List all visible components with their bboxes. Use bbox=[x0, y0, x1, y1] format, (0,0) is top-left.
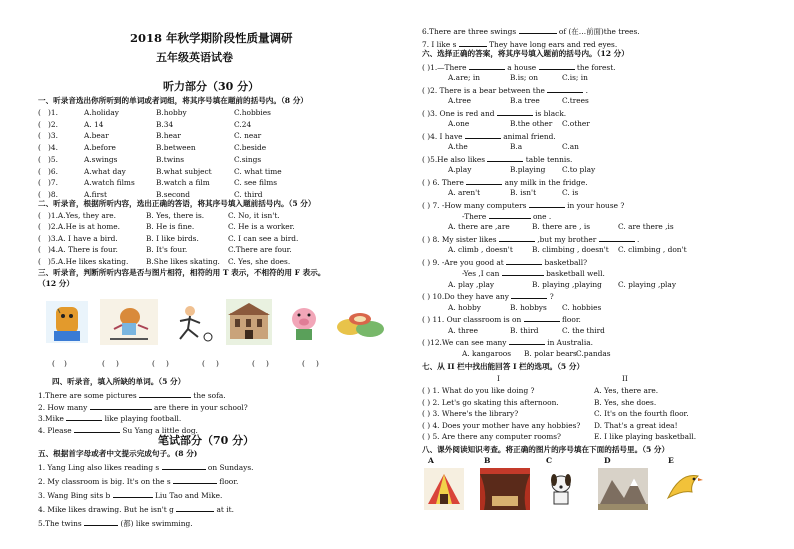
section-1-cell: A.holiday bbox=[84, 108, 119, 117]
section-6-question bbox=[422, 85, 588, 95]
section-1-cell: C. near bbox=[234, 131, 262, 141]
section-8-instruction: 八、课外阅读知识考查。将正确的图片的序号填在下面的括号里。（5 分） bbox=[422, 445, 670, 454]
section-6-option: C. playing ,play bbox=[618, 279, 676, 289]
section-6-option: B.playing bbox=[510, 165, 546, 175]
section-6-option: C.is; in bbox=[562, 73, 588, 83]
section-5-line bbox=[422, 39, 617, 49]
section-5-line bbox=[38, 462, 254, 472]
section-1-cell: )2. bbox=[48, 119, 58, 129]
line-text: . bbox=[637, 235, 640, 245]
section-1-cell: A.swings bbox=[84, 154, 118, 164]
section-2-cell: C. Yes, she does. bbox=[228, 256, 291, 266]
section-4-line bbox=[38, 402, 248, 412]
answer-blank[interactable] bbox=[176, 504, 214, 512]
section-8-letter: C bbox=[546, 456, 553, 465]
section-2-cell: )2.A.He is at home. bbox=[48, 222, 120, 232]
line-text: 3.Mike bbox=[38, 414, 64, 423]
section-1-cell: A.watch films bbox=[84, 178, 135, 188]
line-text: a house bbox=[507, 63, 537, 72]
line-text: 4. Please bbox=[38, 425, 72, 435]
section-6-option: A. there are ,are bbox=[448, 222, 510, 232]
answer-blank[interactable] bbox=[499, 234, 535, 242]
section-6-question bbox=[422, 314, 581, 324]
section-2-cell: ( bbox=[38, 245, 41, 255]
section-2-cell: B. It's four. bbox=[146, 245, 188, 255]
line-text: ( )4. I have bbox=[422, 132, 463, 141]
section-6-question bbox=[422, 337, 593, 347]
section-2-cell: C. He is a worker. bbox=[228, 222, 295, 232]
section-1-cell: A.bear bbox=[84, 131, 109, 141]
section-6-question bbox=[422, 257, 587, 267]
section-7-left-item: ( ) 3. Where's the library? bbox=[422, 409, 519, 419]
answer-blank[interactable] bbox=[74, 425, 120, 433]
section-6-option: A. three bbox=[448, 325, 479, 335]
answer-blank[interactable] bbox=[139, 390, 191, 398]
section-6-option: C. are there ,is bbox=[618, 222, 674, 232]
answer-blank[interactable] bbox=[497, 108, 533, 116]
line-text: like playing football. bbox=[104, 414, 182, 423]
answer-blank[interactable] bbox=[539, 62, 575, 70]
section-4-line bbox=[38, 390, 226, 400]
section-1-cell: C.hobbies bbox=[234, 108, 271, 117]
section-1-cell: ( bbox=[38, 143, 41, 153]
line-text: Liu Tao and Mike. bbox=[154, 491, 223, 500]
section-8-letter: D bbox=[604, 456, 611, 465]
answer-paren: ( bbox=[152, 359, 155, 368]
line-text: on Sundays. bbox=[207, 463, 254, 472]
section-6-option: A. kangaroos bbox=[462, 348, 512, 358]
section-8-letter: B bbox=[484, 456, 491, 465]
answer-blank[interactable] bbox=[519, 26, 557, 34]
line-text: ( ) 8. My sister likes bbox=[422, 235, 497, 245]
section-1-cell: B.what subject bbox=[156, 166, 212, 176]
line-text: . bbox=[585, 86, 588, 95]
answer-paren: ) bbox=[216, 359, 219, 368]
section-1-cell: B.hear bbox=[156, 131, 181, 141]
section-7-right-item: B. Yes, she does. bbox=[594, 397, 657, 407]
answer-blank[interactable] bbox=[466, 177, 502, 185]
section-2-cell: C. No, it isn't. bbox=[228, 211, 280, 220]
section-2-cell: )1.A.Yes, they are. bbox=[48, 211, 117, 220]
picture-mountain-landscape bbox=[598, 468, 648, 510]
line-text: at it. bbox=[216, 505, 234, 514]
section-7-left-item: ( ) 2. Let's go skating this afternoon. bbox=[422, 397, 559, 407]
line-text: the forest. bbox=[576, 63, 616, 72]
section-6-question bbox=[422, 291, 554, 301]
answer-blank[interactable] bbox=[509, 337, 545, 345]
section-2-cell: B. Yes, there is. bbox=[146, 211, 205, 220]
line-text: 2. How many bbox=[38, 402, 88, 412]
answer-blank[interactable] bbox=[173, 476, 217, 484]
listening-heading: 听力部分（30 分） bbox=[163, 80, 260, 93]
answer-blank[interactable] bbox=[599, 234, 635, 242]
line-text: 2. My classroom is big. It's on the s bbox=[38, 477, 171, 486]
section-3-instruction: 三、听录音，判断所听内容是否与图片相符，相符的用 T 表示，不相符的用 F 表示。 bbox=[38, 268, 326, 277]
answer-blank[interactable] bbox=[502, 268, 544, 276]
picture-pig-cartoon bbox=[286, 301, 322, 343]
section-6-question bbox=[422, 177, 588, 187]
answer-blank[interactable] bbox=[113, 490, 153, 498]
section-1-cell: A.what day bbox=[84, 166, 126, 176]
line-text: Su Yang a little dog. bbox=[122, 425, 198, 435]
section-1-cell: A.before bbox=[84, 143, 116, 153]
section-2-cell: ( bbox=[38, 233, 41, 243]
section-6-option: A.one bbox=[448, 119, 470, 129]
section-4-line bbox=[38, 413, 181, 423]
picture-yellow-bird bbox=[662, 468, 704, 510]
line-text: -Yes ,I can bbox=[462, 269, 500, 279]
section-6-option: B. hobbys bbox=[510, 302, 547, 312]
line-text: (都) like swimming. bbox=[120, 519, 193, 528]
section-6-option: A. play ,play bbox=[448, 279, 495, 289]
answer-blank[interactable] bbox=[529, 200, 565, 208]
line-text: 3. Wang Bing sits b bbox=[38, 491, 111, 500]
section-7-right-item: E. I like playing basketball. bbox=[594, 432, 697, 442]
section-7-instruction: 七、从 II 栏中找出能回答 I 栏的选项。（5 分） bbox=[422, 362, 585, 371]
section-1-cell: )3. bbox=[48, 131, 58, 141]
section-5-line bbox=[38, 490, 222, 500]
answer-blank[interactable] bbox=[547, 85, 583, 93]
section-6-option: A.tree bbox=[448, 96, 471, 106]
section-3-score: （12 分） bbox=[38, 279, 74, 288]
line-text: 6.There are three swings bbox=[422, 27, 517, 36]
page-subtitle: 五年级英语试卷 bbox=[156, 51, 233, 64]
section-1-cell: A.first bbox=[84, 189, 107, 199]
section-7-right-item: C. It's on the fourth floor. bbox=[594, 409, 689, 419]
section-6-option: C.an bbox=[562, 142, 579, 152]
answer-paren: ( bbox=[102, 359, 105, 368]
section-1-cell: ( bbox=[38, 154, 41, 164]
section-5-line bbox=[38, 504, 234, 514]
section-5-line bbox=[422, 26, 640, 36]
answer-paren: ( bbox=[52, 359, 55, 368]
section-2-cell: ( bbox=[38, 222, 41, 232]
line-text: ( )5.He also likes bbox=[422, 155, 486, 164]
section-7-right-item: D. That's a great idea! bbox=[594, 420, 678, 430]
line-text: ( )2. There is a bear between the bbox=[422, 86, 545, 95]
section-6-option: B. polar bears bbox=[524, 348, 577, 358]
section-7-left-item: ( ) 4. Does your mother have any hobbies? bbox=[422, 420, 581, 430]
section-4-line bbox=[38, 425, 198, 435]
picture-food-bowls bbox=[334, 305, 388, 343]
section-6-question bbox=[422, 154, 572, 164]
section-6-option: A. aren't bbox=[448, 188, 481, 198]
section-2-cell: C.There are four. bbox=[228, 245, 292, 255]
line-text: ( )12.We can see many bbox=[422, 338, 507, 348]
section-1-cell: ( bbox=[38, 108, 41, 117]
section-6-option: B.the other bbox=[510, 119, 553, 129]
picture-tiger-cartoon bbox=[46, 301, 88, 343]
answer-paren: ( bbox=[302, 359, 305, 368]
line-text: They have long ears and red eyes. bbox=[489, 40, 618, 49]
line-text: ,but my brother bbox=[537, 235, 597, 245]
answer-blank[interactable] bbox=[66, 413, 102, 421]
section-1-cell: ( bbox=[38, 119, 41, 129]
answer-blank[interactable] bbox=[469, 62, 505, 70]
section-6-question bbox=[422, 200, 624, 210]
line-text: ( )1.—There bbox=[422, 63, 467, 72]
answer-paren: ) bbox=[266, 359, 269, 368]
section-6-option: A.the bbox=[448, 142, 468, 152]
section-1-cell: C.beside bbox=[234, 143, 267, 153]
line-text: basketball? bbox=[544, 258, 588, 268]
answer-blank[interactable] bbox=[511, 291, 547, 299]
section-1-cell: B.34 bbox=[156, 119, 174, 129]
section-1-cell: ( bbox=[38, 189, 41, 199]
line-text: 5.The twins bbox=[38, 519, 82, 528]
line-text: ( ) 9. -Are you good at bbox=[422, 258, 504, 268]
section-1-cell: B.twins bbox=[156, 154, 184, 164]
page-title: 2018 年秋学期阶段性质量调研 bbox=[130, 31, 293, 45]
section-7-left-item: ( ) 5. Are there any computer rooms? bbox=[422, 432, 562, 442]
line-text: animal friend. bbox=[503, 132, 556, 141]
picture-stage-curtain bbox=[480, 468, 530, 510]
section-6-question-line2 bbox=[462, 268, 605, 278]
section-4-instruction: 四、听录音，填入所缺的单词。（5 分） bbox=[52, 377, 186, 386]
section-1-cell: B.hobby bbox=[156, 108, 187, 117]
section-5-line bbox=[38, 518, 193, 528]
section-1-cell: C. what time bbox=[234, 166, 282, 176]
line-text: one . bbox=[532, 212, 552, 222]
answer-blank[interactable] bbox=[487, 154, 523, 162]
section-1-cell: B.between bbox=[156, 143, 196, 153]
section-1-cell: B.watch a film bbox=[156, 178, 210, 188]
section-6-option: C. the third bbox=[562, 325, 605, 335]
section-6-option: C. hobbies bbox=[562, 302, 602, 312]
line-text: ( ) 10.Do they have any bbox=[422, 292, 509, 302]
section-6-option: A.are; in bbox=[448, 73, 480, 83]
writing-heading: 笔试部分（70 分） bbox=[158, 434, 255, 447]
line-text: in Australia. bbox=[547, 338, 593, 348]
section-6-option: B.a bbox=[510, 142, 523, 152]
section-2-cell: ( bbox=[38, 256, 41, 266]
section-6-option: C. is bbox=[562, 188, 579, 198]
picture-dog-cartoon bbox=[544, 468, 578, 510]
section-1-cell: B.second bbox=[156, 189, 191, 199]
answer-paren: ( bbox=[202, 359, 205, 368]
section-2-cell: ( bbox=[38, 211, 41, 220]
section-6-option: B. climbing , doesn't bbox=[532, 245, 609, 255]
line-text: table tennis. bbox=[525, 155, 573, 164]
line-text: 7. I like s bbox=[422, 40, 457, 49]
line-text: any milk in the fridge. bbox=[504, 178, 588, 187]
section-5-instruction: 五、根据首字母或者中文提示完成句子。(8 分) bbox=[38, 449, 198, 458]
section-6-option: C.to play bbox=[562, 165, 596, 175]
section-6-instruction: 六、选择正确的答案，将其序号填入题前的括号内。（12 分） bbox=[422, 49, 629, 58]
section-6-option: A. climb , doesn't bbox=[448, 245, 513, 255]
section-1-cell: C.24 bbox=[234, 119, 252, 129]
line-text: the sofa. bbox=[193, 391, 226, 400]
section-2-cell: B. He is fine. bbox=[146, 222, 195, 232]
answer-blank[interactable] bbox=[489, 211, 531, 219]
section-7-col2-header: II bbox=[622, 374, 628, 383]
answer-paren: ) bbox=[316, 359, 319, 368]
line-text: basketball well. bbox=[546, 269, 605, 279]
picture-circus-tent bbox=[424, 468, 464, 510]
section-1-cell: A. 14 bbox=[84, 119, 104, 129]
line-text: floor. bbox=[562, 315, 581, 325]
line-text: is black. bbox=[535, 109, 567, 118]
section-2-cell: )3.A. I have a bird. bbox=[48, 233, 118, 243]
answer-blank[interactable] bbox=[465, 131, 501, 139]
section-1-cell: ( bbox=[38, 166, 41, 176]
section-1-cell: )7. bbox=[48, 178, 58, 188]
section-6-option: A. hobby bbox=[448, 302, 481, 312]
line-text: ( ) 11. Our classroom is on bbox=[422, 315, 522, 325]
section-6-option: B. isn't bbox=[510, 188, 537, 198]
line-text: 1.There are some pictures bbox=[38, 391, 137, 400]
section-1-cell: ( bbox=[38, 131, 41, 141]
section-6-option: C. climbing , don't bbox=[618, 245, 687, 255]
line-text: ( )3. One is red and bbox=[422, 109, 495, 118]
section-6-question bbox=[422, 234, 639, 244]
answer-paren: ( bbox=[252, 359, 255, 368]
line-text: in your house ? bbox=[567, 201, 625, 210]
section-1-cell: )4. bbox=[48, 143, 58, 153]
line-text: floor. bbox=[219, 477, 239, 486]
section-6-option: B. third bbox=[510, 325, 539, 335]
section-6-option: B. playing ,playing bbox=[532, 279, 602, 289]
section-2-instruction: 二、听录音，根据所听内容，选出正确的答语，将其序号填入题前括号内。（5 分） bbox=[38, 199, 316, 208]
answer-blank[interactable] bbox=[162, 462, 206, 470]
answer-paren: ) bbox=[116, 359, 119, 368]
line-text: of (在…前面)the trees. bbox=[558, 27, 640, 36]
section-6-option: C.pandas bbox=[576, 348, 611, 358]
section-1-cell: C. see films bbox=[234, 178, 278, 188]
section-6-question bbox=[422, 108, 566, 118]
section-1-instruction: 一、听录音选出你所听到的单词或者词组，将其序号填在题前的括号内。（8 分） bbox=[38, 96, 308, 105]
section-6-option: B. there are , is bbox=[532, 222, 591, 232]
section-1-cell: )8. bbox=[48, 189, 58, 199]
section-7-col1-header: I bbox=[497, 374, 500, 383]
section-2-cell: B. I like birds. bbox=[146, 233, 199, 243]
section-1-cell: ( bbox=[38, 178, 41, 188]
section-6-option: C.other bbox=[562, 119, 590, 129]
answer-blank[interactable] bbox=[459, 39, 487, 47]
line-text: -There bbox=[462, 212, 487, 222]
section-1-cell: C.sings bbox=[234, 154, 262, 164]
answer-paren: ) bbox=[64, 359, 67, 368]
line-text: ( ) 6. There bbox=[422, 178, 464, 187]
section-8-letter: E bbox=[668, 456, 674, 465]
picture-school-building bbox=[226, 299, 272, 345]
answer-blank[interactable] bbox=[506, 257, 542, 265]
section-2-cell: )5.A.He likes skating. bbox=[48, 256, 129, 266]
section-5-line bbox=[38, 476, 238, 486]
section-6-question bbox=[422, 62, 616, 72]
answer-blank[interactable] bbox=[90, 402, 152, 410]
answer-blank[interactable] bbox=[84, 518, 118, 526]
section-1-cell: )1. bbox=[48, 108, 58, 117]
line-text: ? bbox=[549, 292, 554, 302]
section-6-option: B.a tree bbox=[510, 96, 540, 106]
section-2-cell: C. I can see a bird. bbox=[228, 233, 299, 243]
line-text: 1. Yang Ling also likes reading s bbox=[38, 463, 160, 472]
line-text: ( ) 7. -How many computers bbox=[422, 201, 527, 210]
answer-paren: ) bbox=[166, 359, 169, 368]
line-text: are there in your school? bbox=[154, 402, 248, 412]
section-7-left-item: ( ) 1. What do you like doing ? bbox=[422, 386, 535, 395]
picture-skating-animal bbox=[100, 299, 158, 345]
section-2-cell: )4.A. There is four. bbox=[48, 245, 118, 255]
section-7-right-item: A. Yes, there are. bbox=[594, 386, 659, 395]
section-6-question bbox=[422, 131, 556, 141]
section-6-option: C.trees bbox=[562, 96, 589, 106]
section-6-question-line2 bbox=[462, 211, 551, 221]
line-text: 4. Mike likes drawing. But he isn't g bbox=[38, 505, 174, 514]
section-1-cell: )6. bbox=[48, 166, 58, 176]
section-1-cell: C. third bbox=[234, 189, 263, 199]
section-6-option: B.is; on bbox=[510, 73, 538, 83]
picture-football-player bbox=[168, 303, 218, 345]
answer-blank[interactable] bbox=[524, 314, 560, 322]
section-2-cell: B.She likes skating. bbox=[146, 256, 220, 266]
section-6-option: A.play bbox=[448, 165, 472, 175]
section-1-cell: )5. bbox=[48, 154, 58, 164]
section-8-letter: A bbox=[428, 456, 434, 465]
